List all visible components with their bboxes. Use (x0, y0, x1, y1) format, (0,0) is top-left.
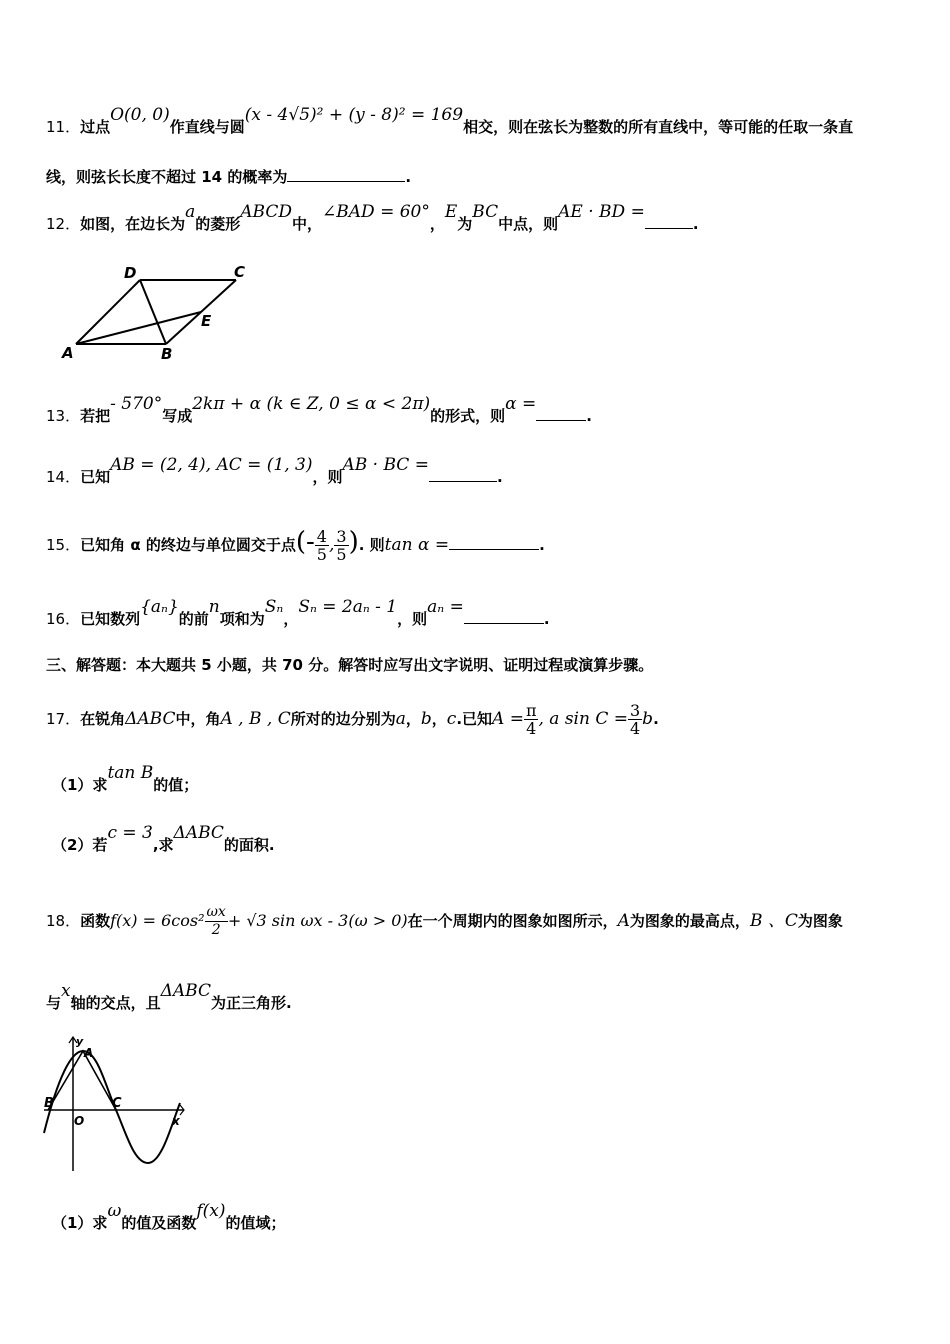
edge-da (76, 280, 140, 344)
q17-frac-pi (524, 702, 539, 737)
q18-x: x (61, 981, 71, 1001)
diagonal-bd (140, 280, 166, 344)
q16-sum: Sₙ (264, 597, 284, 617)
q12-text: 中， (292, 215, 323, 233)
label-d: D (124, 264, 137, 282)
q17-text: .已知 (456, 710, 493, 728)
q11-answer-blank[interactable] (287, 167, 405, 182)
q11-line1 (46, 105, 854, 137)
q13-text: 写成 (162, 407, 193, 425)
q18-line2 (46, 981, 292, 1013)
q15-text: . 则 (358, 536, 385, 554)
q15-number: 15． (46, 536, 81, 554)
q11-point: O(0, 0) (110, 105, 170, 125)
q18-omega: ω (107, 1201, 122, 1221)
q12-number: 12． (46, 215, 81, 233)
q17-part1 (52, 763, 199, 795)
q16-text: ，则 (397, 610, 428, 628)
graph-label-o: O (74, 1114, 85, 1128)
q14-number: 14． (46, 468, 81, 486)
label-c: C (234, 263, 246, 281)
q11-text: 线，则弦长长度不超过 14 的概率为 (46, 168, 288, 186)
q13-text: 若把 (80, 407, 111, 425)
q14-answer-blank[interactable] (429, 467, 497, 482)
q15-frac2-num: 3 (336, 527, 347, 546)
q12-period: . (692, 215, 699, 233)
q15-frac1-num: 4 (316, 527, 327, 546)
q18-part1 (52, 1201, 286, 1233)
q18-text: 为图象的最高点， (629, 912, 750, 930)
q17-frac-34-den: 4 (629, 719, 641, 738)
q15-close-paren: ) (348, 527, 359, 557)
q16-sequence: {aₙ} (140, 597, 179, 617)
q16-number: 16． (46, 610, 81, 628)
q16-text: 的前 (178, 610, 209, 628)
q18-fx: f(x) (196, 1201, 226, 1221)
q12-answer-blank[interactable] (645, 214, 693, 229)
q12-text: ， (429, 215, 445, 233)
q11-period: . (405, 168, 412, 186)
q15-line (46, 527, 545, 563)
graph-label-y: y (76, 1035, 84, 1048)
q13-number: 13． (46, 407, 81, 425)
q16-line (46, 597, 550, 629)
q17-triangle: ΔABC (125, 709, 176, 729)
q17-part2 (52, 823, 275, 855)
q17-condition: , a sin C = (538, 709, 628, 729)
q14-vectors: AB = (2, 4), AC = (1, 3) (110, 455, 313, 475)
q18-triangle: ΔABC (160, 981, 211, 1001)
label-e: E (201, 312, 212, 330)
q18-function: f(x) = 6cos² (110, 911, 205, 930)
q15-open-paren: (- (295, 527, 315, 557)
q16-n: n (208, 597, 220, 617)
q16-period: . (543, 610, 550, 628)
q17-text: ， (431, 710, 447, 728)
q17-number: 17． (46, 710, 81, 728)
label-a: A (62, 344, 74, 362)
q17-period: . (653, 710, 659, 728)
q17-part2-text: ,求 (152, 836, 174, 854)
q17-part1-text: 的值； (153, 776, 199, 794)
q13-answer-blank[interactable] (536, 406, 586, 421)
q18-text: 函数 (80, 912, 111, 930)
q15-frac2-den: 5 (336, 545, 347, 564)
graph-label-x: x (172, 1114, 180, 1128)
q11-circle-equation: (x - 4√5)² + (y - 8)² = 169 (244, 105, 464, 125)
q17-c-value: c = 3 (107, 823, 153, 843)
q12-side: a (185, 202, 196, 222)
rhombus-figure (60, 262, 260, 362)
q15-period: . (539, 536, 545, 554)
q17-part2-text: （2）若 (52, 836, 108, 854)
q17-condition: A = (492, 709, 524, 729)
q11-number: 11． (46, 118, 81, 136)
q17-side-b: b (420, 709, 432, 729)
q17-frac-34 (628, 702, 642, 737)
q17-side-a: a (395, 709, 406, 729)
q15-frac2 (334, 528, 348, 563)
q17-side-c: c (446, 709, 457, 729)
q18-text: 为正三角形. (211, 994, 292, 1012)
q17-triangle: ΔABC (173, 823, 224, 843)
q12-text: 的菱形 (195, 215, 241, 233)
q18-part1-text: （1）求 (52, 1214, 108, 1232)
q18-line1 (46, 904, 843, 939)
q12-text: 为 (457, 215, 473, 233)
q13-text: 的形式，则 (430, 407, 506, 425)
q18-text: 在一个周期内的图象如图所示， (407, 912, 618, 930)
q18-number: 18． (46, 912, 81, 930)
q11-line2 (46, 166, 411, 187)
q16-an: aₙ = (427, 597, 464, 617)
q15-answer-blank[interactable] (449, 535, 539, 550)
q17-frac-pi-den: 4 (526, 719, 537, 738)
q12-text: 中点，则 (498, 215, 559, 233)
q13-angle: - 570° (110, 394, 163, 414)
q13-form: 2kπ + α (k ∈ Z, 0 ≤ α < 2π) (192, 394, 431, 414)
q18-text: 为图象 (797, 912, 843, 930)
q13-period: . (586, 407, 592, 425)
q18-text: 与 (46, 994, 62, 1012)
q17-tanb: tan B (107, 763, 154, 783)
graph-label-c: C (112, 1096, 122, 1111)
q17-frac-34-num: 3 (629, 701, 641, 720)
q14-text: ，则 (312, 468, 343, 486)
q18-function: + √3 sin ωx - 3(ω > 0) (227, 911, 408, 930)
q12-rhombus-name: ABCD (240, 202, 292, 222)
q11-text: 过点 (80, 118, 111, 136)
q18-frac-den: 2 (211, 922, 221, 938)
triangle-abc (48, 1051, 116, 1110)
q11-text: 相交，则在弦长为整数的所有直线中，等可能的任取一条直 (463, 118, 854, 136)
q17-condition: b (642, 709, 654, 729)
q12-segment: BC (472, 202, 499, 222)
q18-point-a: A (617, 911, 630, 931)
q11-text: 作直线与圆 (169, 118, 245, 136)
q12-point-e: E (444, 202, 458, 222)
q17-text: 所对的边分别为 (290, 710, 396, 728)
q13-alpha: α = (505, 394, 537, 414)
q12-angle: ∠BAD = 60° (322, 202, 430, 222)
q14-text: 已知 (80, 468, 111, 486)
graph-label-a: A (84, 1046, 94, 1060)
q18-part1-text: 的值域； (225, 1214, 286, 1232)
label-b: B (161, 345, 173, 362)
q17-text: 在锐角 (80, 710, 126, 728)
q18-part1-text: 的值及函数 (121, 1214, 197, 1232)
q16-text: 项和为 (219, 610, 265, 628)
q15-comma: , (328, 535, 335, 555)
q17-part2-text: 的面积. (223, 836, 275, 854)
q12-dot-product: AE · BD = (558, 202, 645, 222)
q12-text: 如图，在边长为 (80, 215, 186, 233)
q15-text: 已知角 α 的终边与单位圆交于点 (80, 536, 296, 554)
q17-text: 中，角 (175, 710, 221, 728)
q18-frac (205, 904, 228, 939)
q15-frac1 (315, 528, 329, 563)
q17-line (46, 702, 659, 737)
section3-heading: 三、解答题：本大题共 5 小题，共 70 分。解答时应写出文字说明、证明过程或演算步骤。 (46, 656, 654, 674)
q17-text: ， (405, 710, 421, 728)
q14-dot-product: AB · BC = (342, 455, 429, 475)
sine-graph-figure (40, 1033, 190, 1175)
q18-frac-num: ωx (206, 904, 226, 920)
q17-frac-pi-num: π (525, 701, 537, 720)
q13-line (46, 394, 592, 426)
q16-relation: Sₙ = 2aₙ - 1 (298, 597, 398, 617)
q15-tan: tan α = (384, 535, 450, 555)
q16-answer-blank[interactable] (464, 609, 544, 624)
q17-part1-text: （1）求 (52, 776, 108, 794)
q14-period: . (496, 468, 503, 486)
q18-text: 轴的交点，且 (70, 994, 161, 1012)
q17-angles: A , B , C (220, 709, 291, 729)
q12-line (46, 202, 699, 234)
q18-points-bc: B 、C (749, 911, 798, 931)
q16-text: 已知数列 (80, 610, 141, 628)
graph-label-b: B (44, 1096, 54, 1111)
q14-line (46, 455, 503, 487)
q15-frac1-den: 5 (316, 545, 327, 564)
q16-text: ， (283, 610, 299, 628)
